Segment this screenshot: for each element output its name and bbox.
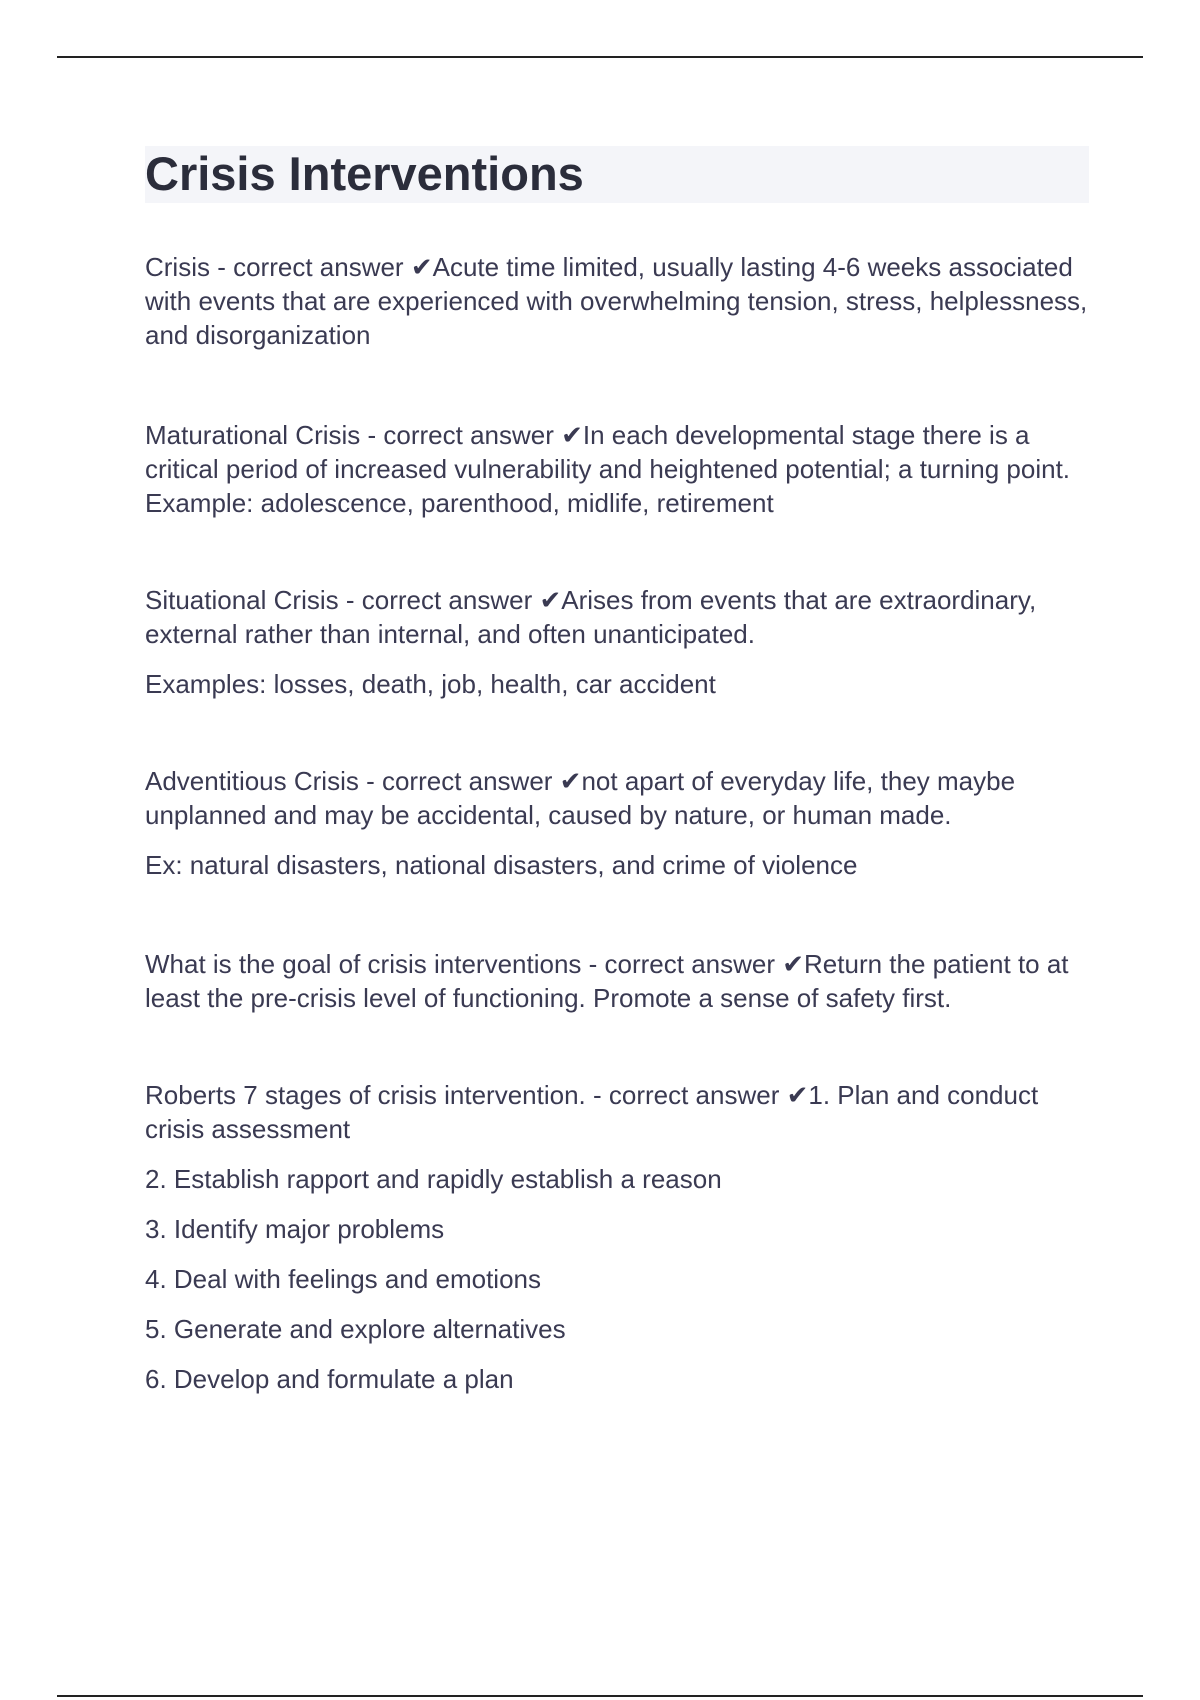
entry-roberts-stages: Roberts 7 stages of crisis intervention. - correct answer ✔1. Plan and conduct crisis assessment: [145, 1080, 1039, 1144]
entry-adventitious-crisis: Adventitious Crisis - correct answer ✔not apart of everyday life, they maybe unplanned and may be accidental, caused by nature, or human made.: [145, 766, 1016, 830]
stage-item: 5. Generate and explore alternatives: [145, 1314, 566, 1344]
stage-item: 4. Deal with feelings and emotions: [145, 1264, 542, 1294]
entry-situational-examples: Examples: losses, death, job, health, car accident: [145, 669, 716, 699]
entry-adventitious-examples: Ex: natural disasters, national disasters, and crime of violence: [145, 850, 858, 880]
bottom-rule: [57, 1695, 1143, 1697]
top-rule: [57, 56, 1143, 58]
stage-item: 6. Develop and formulate a plan: [145, 1364, 514, 1394]
document-body: [145, 250, 1095, 1396]
entry-situational-crisis: Situational Crisis - correct answer ✔Arises from events that are extraordinary, external rather than internal, and often unanticipated.: [145, 585, 1037, 649]
page-title: Crisis Interventions: [145, 147, 584, 200]
stage-item: 3. Identify major problems: [145, 1214, 445, 1244]
entry-crisis: Crisis - correct answer ✔Acute time limited, usually lasting 4-6 weeks associated with events that are experienced with overwhelming tension, stress, helplessness, and disorganization: [145, 252, 1088, 350]
entry-goal-of-interventions: What is the goal of crisis interventions - correct answer ✔Return the patient to at least the pre-crisis level of functioning. Promote a sense of safety first.: [145, 949, 1069, 1013]
entry-maturational-crisis: Maturational Crisis - correct answer ✔In each developmental stage there is a critical period of increased vulnerability and heightened potential; a turning point. Example: adolescence, parenthood, midlife, retirement: [145, 420, 1071, 518]
stage-item: 2. Establish rapport and rapidly establish a reason: [145, 1164, 722, 1194]
